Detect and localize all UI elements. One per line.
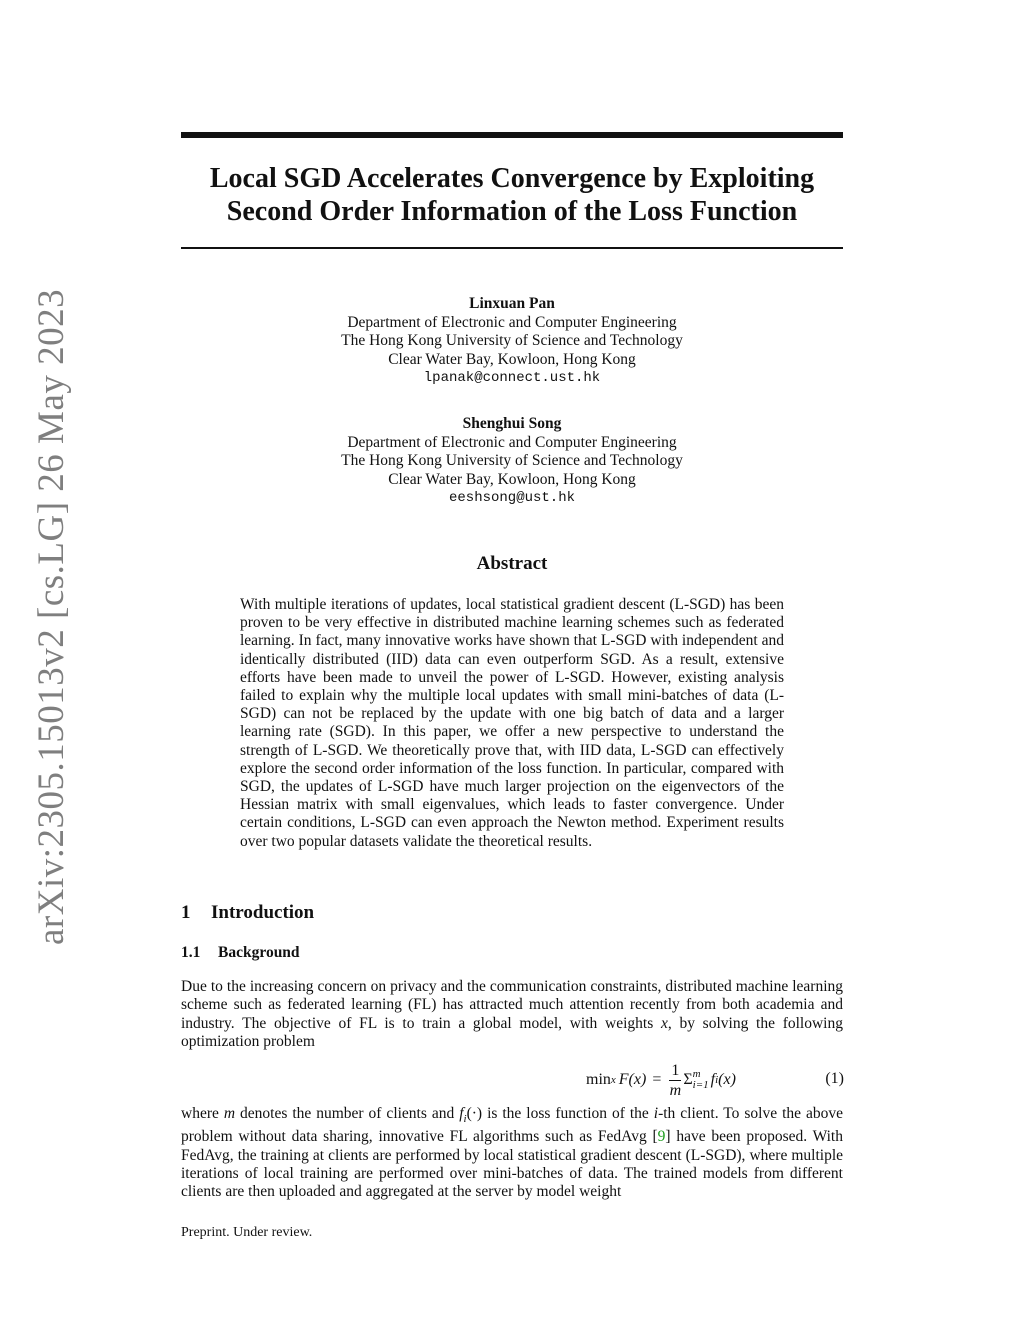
author-name: Shenghui Song	[462, 415, 562, 432]
math-variable: i	[653, 1105, 659, 1122]
title-bottom-rule	[181, 247, 843, 249]
body-paragraph	[181, 1105, 843, 1201]
equation-number: (1)	[825, 1070, 844, 1087]
author-block	[181, 295, 843, 388]
author-department: Department of Electronic and Computer Engineering	[347, 313, 677, 331]
author-email[interactable]: eeshsong@ust.hk	[448, 490, 576, 506]
eq-term-subscript: i	[715, 1074, 719, 1086]
eq-denominator: m	[669, 1081, 682, 1099]
abstract-heading: Abstract	[476, 553, 548, 574]
eq-term-arg: (x)	[718, 1071, 736, 1088]
math-variable: f	[459, 1105, 464, 1122]
author-department: Department of Electronic and Computer Engineering	[347, 433, 677, 451]
subsection-number: 1.1	[181, 944, 201, 961]
subsection-heading	[181, 944, 300, 962]
math-argument: (·)	[466, 1105, 483, 1122]
eq-sigma: Σ	[683, 1071, 693, 1088]
paragraph-text: , by solving the following optimization problem	[181, 1014, 843, 1050]
author-email[interactable]: lpanak@connect.ust.hk	[423, 370, 601, 386]
math-subscript: i	[463, 1113, 467, 1125]
abstract-text: With multiple iterations of updates, local statistical gradient descent (L-SGD) has been proven to be very effective in distributed machine learning schemes such as federated learning. In fact, many innovative works have shown that L-SGD with independent and identically distributed (IID) data can even outperform SGD. As a result, extensive efforts have been made to unveil the power of L-SGD. However, existing analysis failed to explain why the multiple local updates with small mini-batches of data (L-SGD) can not be replaced by the update with one big batch of data and a larger learning rate (SGD). In this paper, we offer a new perspective to understand the strength of L-SGD. We theoretically prove that, with IID data, L-SGD can effectively explore the second order information of the loss function. In particular, compared with SGD, the updates of L-SGD have much larger projection on the eigenvectors of the Hessian matrix with small eigenvalues, which leads to faster convergence. Under certain conditions, L-SGD can even approach the Newton method. Experiment results over two popular datasets validate the theoretical results.	[240, 596, 784, 850]
paragraph-text: ] have been proposed. With FedAvg, the training at clients are performed by local statistical gradient descent (L-SGD), where multiple iterations of local training are performed over mini-batches of data. The trained models from different clients are then uploaded and aggregated at the server by model weight	[181, 1128, 843, 1201]
eq-sigma-sub: i=1	[692, 1079, 709, 1091]
eq-equals: =	[652, 1071, 662, 1088]
eq-sigma-sup: m	[692, 1068, 701, 1080]
citation-link[interactable]: 9	[657, 1128, 666, 1146]
paragraph-text: where	[181, 1105, 224, 1122]
eq-fraction	[669, 1061, 681, 1100]
author-block	[181, 415, 843, 508]
author-university: The Hong Kong University of Science and Technology	[341, 452, 683, 469]
author-address: Clear Water Bay, Kowloon, Hong Kong	[388, 470, 636, 488]
author-address: Clear Water Bay, Kowloon, Hong Kong	[388, 350, 636, 368]
eq-min: min	[586, 1071, 611, 1088]
section-number: 1	[181, 902, 191, 923]
section-title: Introduction	[211, 902, 315, 923]
arxiv-identifier: arXiv:2305.15013v2 [cs.LG] 26 May 2023	[31, 288, 72, 945]
equation-1	[181, 1058, 843, 1102]
paragraph-text: denotes the number of clients and	[235, 1105, 460, 1122]
paragraph-text: -th client. To solve the above problem without data sharing, innovative FL algorithms such as FedAvg [	[181, 1105, 843, 1146]
title-top-rule	[181, 132, 843, 138]
paper-title	[181, 162, 843, 228]
math-variable: x	[660, 1014, 668, 1032]
body-paragraph	[181, 978, 843, 1051]
paragraph-text: is the loss function of the	[482, 1105, 654, 1122]
title-line-2: Second Order Information of the Loss Function	[226, 196, 798, 227]
eq-sigma-limits	[693, 1069, 709, 1091]
footer-note: Preprint. Under review.	[181, 1225, 313, 1240]
subsection-title: Background	[218, 944, 300, 961]
eq-term: f	[710, 1071, 716, 1088]
eq-numerator: 1	[671, 1061, 680, 1079]
title-line-1: Local SGD Accelerates Convergence by Exploiting	[209, 163, 815, 194]
author-name: Linxuan Pan	[469, 295, 555, 312]
paragraph-text: Due to the increasing concern on privacy and the communication constraints, distributed machine learning scheme such as federated learning (FL) has attracted much attention recently from both academia and industry. The objective of FL is to train a global model, with weights	[181, 978, 843, 1032]
equation-body	[586, 1058, 736, 1102]
eq-min-subscript: x	[610, 1074, 616, 1086]
math-variable: m	[223, 1105, 236, 1122]
eq-lhs: F(x)	[618, 1071, 647, 1088]
author-university: The Hong Kong University of Science and Technology	[341, 332, 683, 349]
section-heading	[181, 902, 314, 924]
